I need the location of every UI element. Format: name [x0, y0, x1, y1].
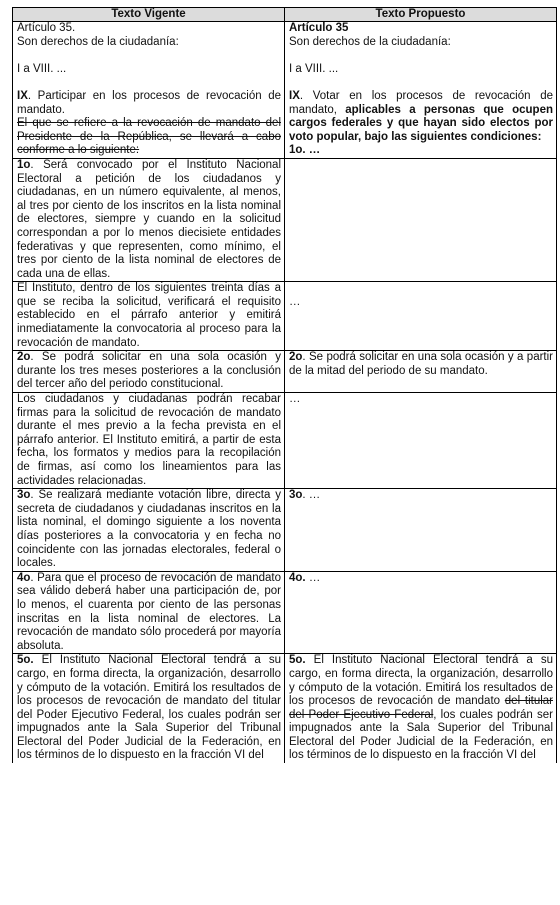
paragraph-text: 5o. El Instituto Nacional Electoral tendrá a su cargo, en forma directa, la organización, desarrollo y cómputo de la votación. Emitirá los resultados de los procesos de revocación de mandato del titular del Poder Ejecutivo Federal, los cuales podrán ser impugnados ante la Sala Superior del Tribunal Electoral del Poder Judicial de la Federación, en los términos de lo dispuesto en la fracción VI del [17, 654, 281, 762]
article-title: Artículo 35. [17, 22, 76, 34]
cell-vigente [13, 282, 285, 351]
fraction-text: . Participar en los procesos de revocación de mandato. [17, 89, 281, 116]
cell-propuesto [285, 654, 557, 763]
cell-vigente [13, 489, 285, 572]
paragraph-text: 2o. Se podrá solicitar en una sola ocasión y durante los tres meses posteriores a la conclusión del tercer año del periodo constitucional. [17, 351, 281, 391]
paragraph-text: Los ciudadanos y ciudadanas podrán recabar firmas para la solicitud de revocación de mandato durante el mes previo a la fecha prevista en el párrafo anterior. El Instituto emitirá, a partir de esta fecha, los formatos y medios para la recopilación de firmas, así como los lineamientos para las actividades relacionadas. [17, 393, 281, 487]
paragraph-text: 1o. Será convocado por el Instituto Nacional Electoral a petición de los ciudadanos y ciudadanas, en un número equivalente, al menos, al tres por ciento de los inscritos en la lista nominal de electores, siempre y cuando en la solicitud correspondan a por lo menos diecisiete entidades federativas y que representen, como mínimo, el tres por ciento de la lista nominal de electores de cada una de ellas. [17, 158, 281, 280]
fraction-ix [17, 90, 281, 117]
paragraph-label: 2o [17, 351, 31, 364]
fraction-range: I a VIII. ... [17, 62, 67, 75]
ellipsis: … [289, 295, 301, 308]
cell-propuesto [285, 489, 557, 572]
paragraph-label: 5o. [17, 654, 34, 667]
cell-propuesto [285, 571, 557, 654]
table-row [13, 351, 557, 393]
paragraph-text: 2o. Se podrá solicitar en una sola ocasión y a partir de la mitad del periodo de su mandato. [289, 351, 553, 377]
paragraph-text: 5o. El Instituto Nacional Electoral tendrá a su cargo, en forma directa, la organización, desarrollo y cómputo de la votación. Emitirá los resultados de los procesos de revocación de mandato del titular del Poder Ejecutivo Federal, los cuales podrán ser impugnados ante la Sala Superior del Tribunal Electoral del Poder Judicial de la Federación, en los términos de lo dispuesto en la fracción VI del [289, 654, 553, 762]
table-row [13, 654, 557, 763]
table-row [13, 158, 557, 281]
cell-propuesto [285, 282, 557, 351]
fraction-ix [289, 90, 553, 144]
cell-vigente [13, 571, 285, 654]
header-texto-vigente: Texto Vigente [13, 8, 285, 22]
fraction-range: I a VIII. ... [289, 62, 339, 75]
paragraph-label: 1o [17, 158, 31, 171]
header-row [13, 8, 557, 22]
fraction-label: IX [289, 89, 300, 102]
paragraph-label: 4o. [289, 571, 306, 584]
paragraph-text: 3o. Se realizará mediante votación libre, directa y secreta de ciudadanos y ciudadanas inscritos en la lista nominal, el domingo siguiente a los noventa días posteriores a la convocatoria y en fecha no coincidente con las jornadas electorales, federal o locales. [17, 489, 281, 570]
struck-text: El que se refiere a la revocación de mandato del Presidente de la República, se llevará a cabo conforme a lo siguiente: [17, 117, 281, 157]
paragraph-label: 1o. … [289, 144, 321, 157]
cell-propuesto [285, 22, 557, 159]
added-text: aplicables a personas que ocupen cargos federales y que hayan sido electos por voto popular, bajo las siguientes condiciones: [289, 103, 553, 143]
fraction-text: . Votar en los procesos de revocación de mandato, [289, 89, 553, 116]
article-intro: Son derechos de la ciudadanía: [289, 35, 451, 48]
cell-vigente [13, 351, 285, 393]
article-intro: Son derechos de la ciudadanía: [17, 35, 179, 48]
paragraph-text: 3o. … [289, 489, 321, 502]
paragraph-label: 4o [17, 571, 31, 584]
table-row [13, 571, 557, 654]
cell-vigente [13, 393, 285, 489]
header-texto-propuesto: Texto Propuesto [285, 8, 557, 22]
paragraph-label: 2o [289, 351, 303, 364]
article-title: Artículo 35 [289, 22, 349, 34]
fraction-label: IX [17, 89, 28, 102]
table-row [13, 282, 557, 351]
cell-propuesto [285, 158, 557, 281]
struck-text: del titular del Poder Ejecutivo Federal [289, 695, 553, 721]
cell-vigente [13, 22, 285, 159]
table-row [13, 393, 557, 489]
paragraph-text: 4o. Para que el proceso de revocación de mandato sea válido deberá haber una participación de, por lo menos, el cuarenta por ciento de las personas inscritas en la lista nominal de electores. La revocación de mandato sólo procederá por mayoría absoluta. [17, 571, 281, 652]
paragraph-label: 5o. [289, 654, 306, 667]
paragraph-text: 4o. … [289, 571, 321, 584]
cell-propuesto [285, 393, 557, 489]
paragraph-label: 3o [289, 489, 303, 502]
cell-vigente [13, 654, 285, 763]
paragraph-text: El Instituto, dentro de los siguientes treinta días a que se reciba la solicitud, verificará el requisito establecido en el párrafo anterior y emitirá inmediatamente la convocatoria al proceso para la revocación de mandato. [17, 282, 281, 349]
ellipsis: … [289, 393, 301, 406]
cell-vigente [13, 158, 285, 281]
table-row [13, 489, 557, 572]
table-row [13, 22, 557, 159]
paragraph-label: 3o [17, 489, 31, 502]
comparison-table [12, 7, 557, 763]
cell-propuesto [285, 351, 557, 393]
